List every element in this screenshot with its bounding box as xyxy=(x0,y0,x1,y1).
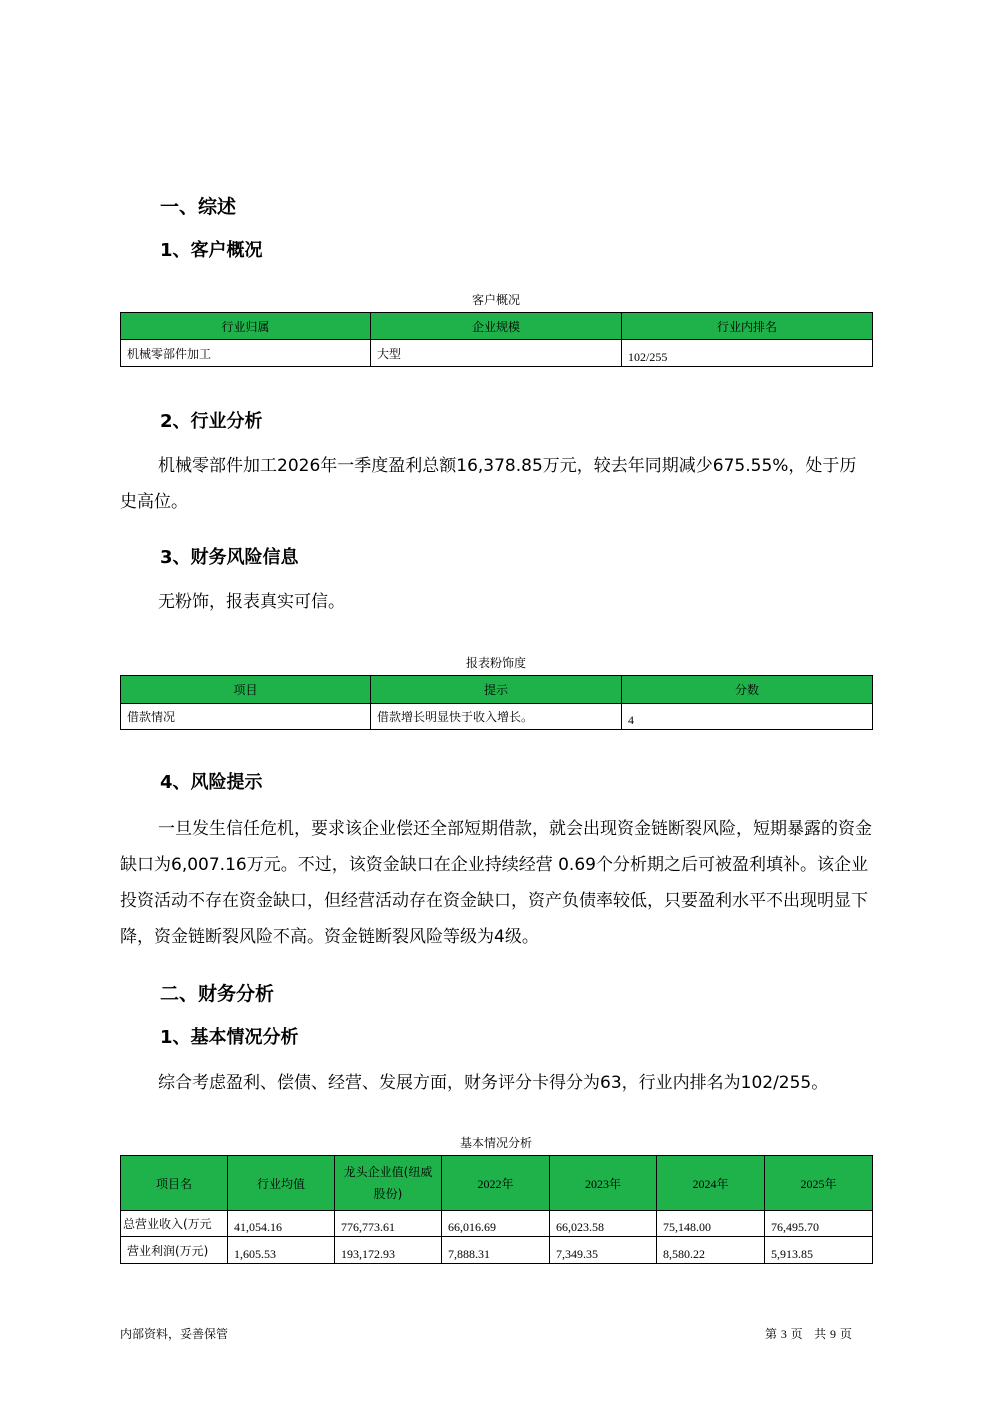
table-header-cell: 行业内排名 xyxy=(622,313,873,340)
table-header-cell: 2024年 xyxy=(657,1156,765,1211)
table-row xyxy=(121,1211,873,1237)
basic-table xyxy=(120,1155,873,1264)
table-header-row xyxy=(121,1156,873,1211)
table-cell: 7,888.31 xyxy=(442,1237,550,1264)
page-current: 3 xyxy=(780,1327,787,1341)
basic-analysis-text: 综合考虑盈利、偿债、经营、发展方面，财务评分卡得分为63，行业内排名为102/255。 xyxy=(158,1073,829,1093)
table-cell: 7,349.35 xyxy=(550,1237,657,1264)
table-cell: 借款情况 xyxy=(121,704,371,730)
table-cell: 8,580.22 xyxy=(657,1237,765,1264)
table-header-cell: 分数 xyxy=(622,676,873,704)
whitewash-table xyxy=(120,675,873,730)
table-cell: 大型 xyxy=(371,340,622,367)
risk-warning-text: 一旦发生信任危机，要求该企业偿还全部短期借款，就会出现资金链断裂风险，短期暴露的资金缺口为6,007.16万元。不过，该资金缺口在企业持续经营 0.69个分析期之后可被盈利填补。该企业投资活动不存在资金缺口，但经营活动存在资金缺口，资产负债率较低，只要盈利水平不出现明显下降，资金链断裂风险不高。资金链断裂风险等级为4级。 xyxy=(120,819,872,947)
section-title-overview: 一、综述 xyxy=(160,196,237,218)
table-header-cell: 项目名 xyxy=(121,1156,228,1211)
table-header-row xyxy=(121,313,873,340)
table-header-cell: 2025年 xyxy=(765,1156,873,1211)
table-header-row xyxy=(121,676,873,704)
table-cell: 102/255 xyxy=(622,340,873,367)
table-header-cell: 提示 xyxy=(371,676,622,704)
section-title-financial-analysis: 二、财务分析 xyxy=(160,983,275,1005)
footer-page-number xyxy=(765,1325,852,1342)
table-header-cell: 行业归属 xyxy=(121,313,371,340)
table-header-cell: 龙头企业值(纽威股份) xyxy=(335,1156,442,1211)
table-row xyxy=(121,704,873,730)
table-cell: 总营业收入(万元 xyxy=(121,1211,228,1237)
table-header-cell: 行业均值 xyxy=(228,1156,335,1211)
table-header-cell: 企业规模 xyxy=(371,313,622,340)
subsection-title-industry: 2、行业分析 xyxy=(160,411,263,432)
table-cell: 1,605.53 xyxy=(228,1237,335,1264)
customer-table xyxy=(120,312,873,367)
customer-table-caption: 客户概况 xyxy=(471,293,520,307)
subsection-title-financial-risk: 3、财务风险信息 xyxy=(160,547,299,568)
table-cell: 机械零部件加工 xyxy=(121,340,371,367)
table-cell: 66,023.58 xyxy=(550,1211,657,1237)
table-cell: 66,016.69 xyxy=(442,1211,550,1237)
table-cell: 4 xyxy=(622,704,873,730)
table-header-cell: 2022年 xyxy=(442,1156,550,1211)
table-cell: 776,773.61 xyxy=(335,1211,442,1237)
page-label-mid: 页 xyxy=(790,1327,803,1341)
table-cell: 41,054.16 xyxy=(228,1211,335,1237)
table-cell: 营业利润(万元) xyxy=(121,1237,228,1264)
table-cell: 5,913.85 xyxy=(765,1237,873,1264)
industry-analysis-text: 机械零部件加工2026年一季度盈利总额16,378.85万元，较去年同期减少675.55%，处于历史高位。 xyxy=(120,456,857,512)
subsection-title-risk-warning: 4、风险提示 xyxy=(160,772,263,793)
table-header-cell: 项目 xyxy=(121,676,371,704)
basic-table-caption: 基本情况分析 xyxy=(459,1136,532,1150)
table-cell: 76,495.70 xyxy=(765,1211,873,1237)
table-cell: 193,172.93 xyxy=(335,1237,442,1264)
table-row xyxy=(121,1237,873,1264)
whitewash-table-caption: 报表粉饰度 xyxy=(465,656,526,670)
table-cell: 借款增长明显快于收入增长。 xyxy=(371,704,622,730)
table-cell: 75,148.00 xyxy=(657,1211,765,1237)
footer-confidential-note: 内部资料，妥善保管 xyxy=(120,1327,229,1341)
page-label-prefix: 第 xyxy=(765,1327,778,1341)
financial-risk-text: 无粉饰，报表真实可信。 xyxy=(158,592,345,612)
page-total-prefix: 共 xyxy=(814,1327,827,1341)
subsection-title-basic: 1、基本情况分析 xyxy=(160,1027,299,1048)
page-label-suffix: 页 xyxy=(839,1327,852,1341)
table-row xyxy=(121,340,873,367)
table-header-cell: 2023年 xyxy=(550,1156,657,1211)
subsection-title-customer: 1、客户概况 xyxy=(160,240,263,261)
page-total: 9 xyxy=(829,1327,836,1341)
